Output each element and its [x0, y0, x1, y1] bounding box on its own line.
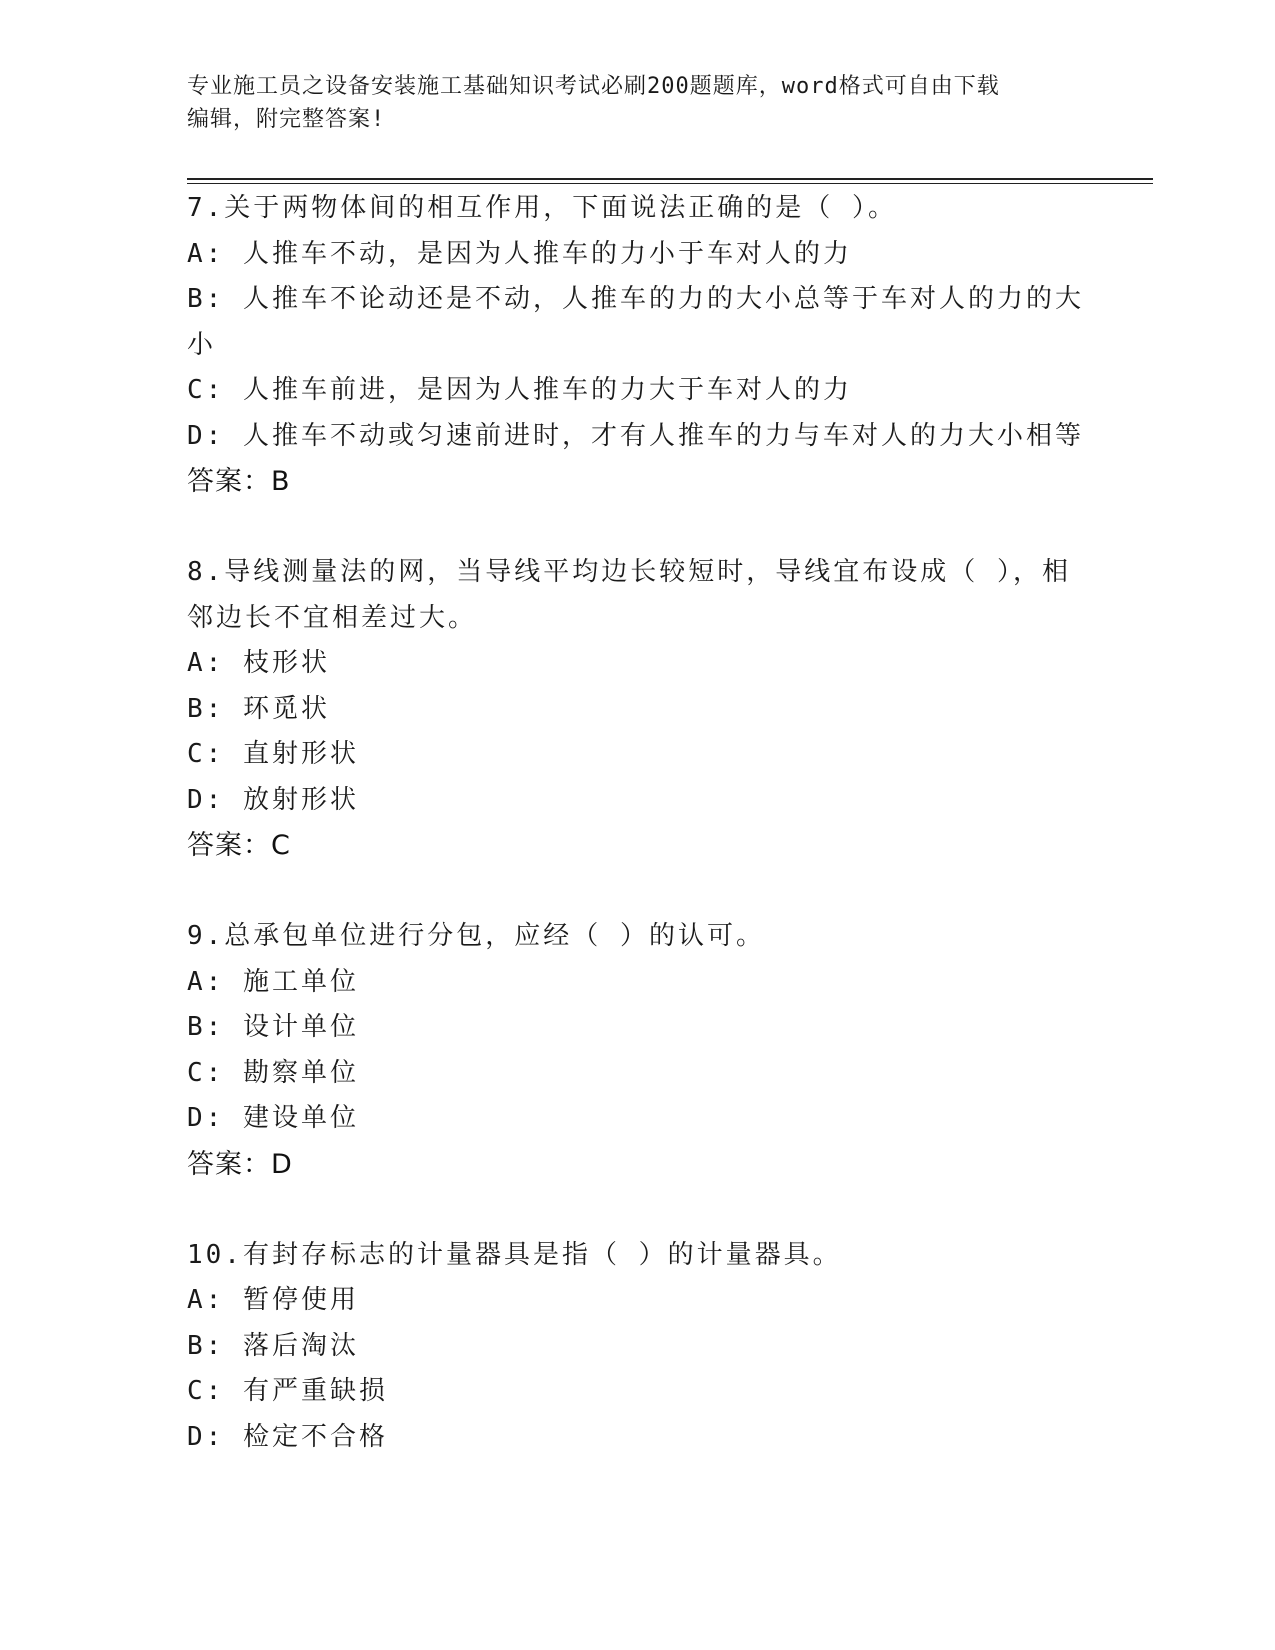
option-b: B: 设计单位 [187, 1012, 359, 1042]
question-stem: 9.总承包单位进行分包，应经（ ）的认可。 [187, 921, 765, 951]
option-c: C: 勘察单位 [187, 1057, 359, 1088]
option-a: A: 枝形状 [187, 648, 330, 678]
question-stem: 7.关于两物体间的相互作用，下面说法正确的是（ ）。 [187, 193, 897, 223]
answer-label: 答案：B [187, 466, 291, 497]
question-9 [187, 914, 1087, 1187]
document-header [187, 70, 1087, 136]
option-d: D: 检定不合格 [187, 1421, 388, 1452]
option-b: B: 人推车不论动还是不动，人推车的力的大小总等于车对人的力的大小 [187, 284, 1084, 360]
header-divider-thin [187, 183, 1153, 184]
question-list [187, 186, 1087, 1506]
header-divider-thick [187, 178, 1153, 180]
option-b: B: 环觅状 [187, 693, 330, 724]
answer-label: 答案：C [187, 830, 291, 861]
option-d: D: 放射形状 [187, 784, 359, 815]
option-c: C: 有严重缺损 [187, 1376, 388, 1406]
question-8 [187, 550, 1087, 868]
option-a: A: 人推车不动，是因为人推车的力小于车对人的力 [187, 238, 852, 269]
question-10 [187, 1233, 1087, 1461]
question-7 [187, 186, 1087, 504]
option-b: B: 落后淘汰 [187, 1330, 359, 1361]
option-a: A: 施工单位 [187, 966, 359, 997]
option-c: C: 人推车前进，是因为人推车的力大于车对人的力 [187, 375, 852, 405]
option-c: C: 直射形状 [187, 739, 359, 769]
option-d: D: 人推车不动或匀速前进时，才有人推车的力与车对人的力大小相等 [187, 420, 1084, 451]
question-stem: 8.导线测量法的网，当导线平均边长较短时，导线宜布设成（ ），相邻边长不宜相差过大。 [187, 557, 1071, 633]
header-line-1: 专业施工员之设备安装施工基础知识考试必刷200题题库，word格式可自由下载 [187, 74, 1000, 99]
option-d: D: 建设单位 [187, 1103, 359, 1133]
question-stem: 10.有封存标志的计量器具是指（ ）的计量器具。 [187, 1239, 842, 1270]
option-a: A: 暂停使用 [187, 1285, 359, 1315]
header-line-2: 编辑，附完整答案! [187, 107, 386, 132]
answer-label: 答案：D [187, 1148, 293, 1180]
